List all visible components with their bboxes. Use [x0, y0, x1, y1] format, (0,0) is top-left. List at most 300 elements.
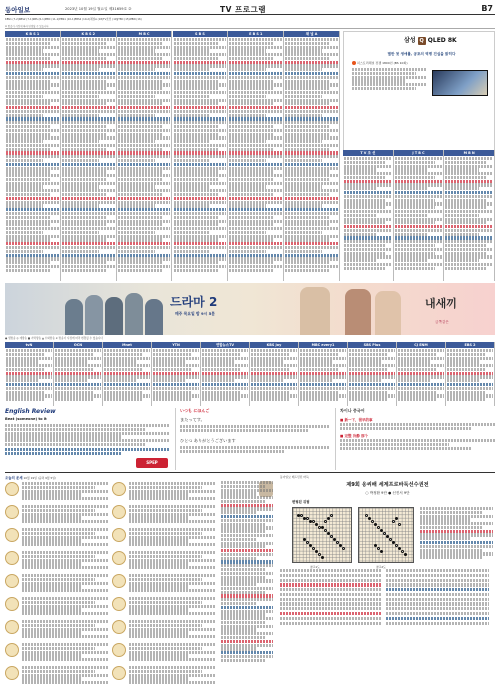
listing-line	[62, 238, 107, 241]
listing-line	[285, 238, 330, 241]
horoscope-row	[5, 504, 217, 527]
listing-line	[445, 202, 493, 205]
listing-line	[398, 379, 430, 382]
go-stone	[342, 547, 345, 550]
listing-line	[62, 144, 115, 147]
listing-line	[129, 654, 189, 657]
channel-column	[444, 150, 495, 281]
listing-line	[420, 552, 493, 555]
listing-line	[129, 589, 215, 592]
listing-line	[285, 64, 338, 67]
listing-line	[6, 227, 59, 230]
listing-line	[420, 533, 493, 536]
japanese-lesson	[175, 408, 330, 470]
listing-line	[174, 185, 211, 188]
listing-line	[118, 53, 171, 56]
listing-line	[285, 76, 338, 79]
listing-line	[221, 492, 257, 495]
banner-sub-1: 매주 목요일 밤 9시 5분	[175, 311, 215, 316]
listing-line	[386, 612, 488, 615]
listing-line	[285, 159, 322, 162]
listing-line	[285, 163, 338, 166]
listing-line	[174, 76, 227, 79]
listing-line	[221, 572, 273, 575]
listing-line	[62, 42, 107, 45]
listing-line	[118, 114, 155, 117]
listing-line	[280, 598, 382, 601]
listing-line	[129, 647, 202, 650]
listing-line	[344, 161, 385, 164]
listing-line	[22, 490, 108, 493]
listing-line	[174, 174, 227, 177]
go-stone	[324, 520, 327, 523]
listing-line	[285, 117, 338, 120]
listing-line	[6, 204, 43, 207]
listing-line	[285, 220, 338, 223]
listing-line	[6, 106, 59, 109]
listing-line	[129, 486, 202, 489]
listing-line	[6, 68, 43, 71]
listing-line	[104, 398, 143, 401]
listing-line	[285, 265, 338, 268]
channel-header: S B S	[173, 31, 228, 37]
listing-line	[174, 159, 211, 162]
listing-line	[420, 511, 482, 514]
listing-line	[221, 632, 273, 635]
listing-line	[118, 144, 171, 147]
listing-line	[118, 212, 171, 215]
listing-line	[229, 49, 266, 52]
listing-line	[349, 368, 388, 371]
cast-figure	[85, 295, 103, 335]
listing-line	[174, 235, 227, 238]
listing-line	[62, 189, 115, 192]
listing-line	[129, 643, 215, 646]
listing-line	[22, 543, 108, 546]
listing-line	[202, 387, 248, 390]
listing-line	[229, 265, 282, 268]
listing-line	[6, 61, 59, 64]
listing-line	[445, 252, 486, 255]
channel-logo-icon	[352, 61, 356, 65]
listing-line	[395, 252, 436, 255]
listing-line	[285, 167, 338, 170]
listing-line	[221, 625, 273, 628]
listing-line	[251, 349, 297, 352]
listing-line	[153, 368, 192, 371]
listing-line	[251, 360, 283, 363]
listing-line	[118, 129, 171, 132]
listing-line	[153, 391, 192, 394]
listing-line	[62, 38, 115, 41]
listing-line	[395, 233, 428, 236]
listing-line	[55, 357, 101, 360]
horoscope-section	[5, 481, 217, 686]
listing-line	[129, 670, 202, 673]
listing-line	[251, 391, 290, 394]
zodiac-icon	[5, 620, 19, 634]
listing-line	[344, 233, 377, 236]
listing-line	[344, 214, 377, 217]
listing-line	[285, 212, 338, 215]
listing-line	[6, 64, 59, 67]
listing-line	[6, 114, 43, 117]
listing-line	[344, 240, 392, 243]
listing-line	[229, 182, 282, 185]
listing-line	[229, 235, 282, 238]
listing-line	[229, 87, 274, 90]
listing-line	[386, 598, 488, 601]
listing-line	[6, 269, 51, 272]
channel-column	[103, 342, 152, 406]
listing-line	[229, 83, 282, 86]
listing-line	[285, 250, 322, 253]
listing-line	[62, 61, 115, 64]
listing-line	[6, 398, 45, 401]
program-banner	[5, 283, 495, 335]
channel-line: KBS1 (7-2)KBS2 (7-1)SBS (6-1)MBC (11-1)EBS1 (10-1)EBS2 (10-2)채널A (18)TV조선 (19)JTBC (15)MBN (16)	[5, 18, 142, 21]
listing-line	[22, 578, 95, 581]
listing-line	[300, 349, 346, 352]
listing-line	[62, 125, 107, 128]
listing-line	[229, 106, 282, 109]
listing-line	[62, 254, 115, 257]
listing-line	[285, 61, 338, 64]
listing-line	[6, 148, 51, 151]
listing-line	[420, 549, 482, 552]
listing-line	[174, 265, 227, 268]
channel-header: K B S 1	[5, 31, 60, 37]
chinese-title: 차이나 중국어	[340, 408, 365, 413]
listing-line	[129, 605, 215, 608]
listing-line	[62, 117, 115, 120]
listing-line	[221, 564, 273, 567]
listing-line	[6, 238, 51, 241]
listing-line	[6, 163, 59, 166]
listing-line	[445, 161, 486, 164]
listing-line	[174, 87, 219, 90]
listing-line	[62, 46, 115, 49]
baduk-commentary	[420, 507, 493, 560]
listing-line	[129, 490, 215, 493]
listing-line	[22, 482, 108, 485]
listing-line	[118, 193, 163, 196]
listing-line	[445, 259, 478, 262]
listing-line	[62, 106, 115, 109]
listing-line	[118, 170, 163, 173]
listing-line	[202, 372, 248, 375]
listing-line	[118, 159, 155, 162]
listing-line	[202, 364, 248, 367]
zodiac-icon	[112, 574, 126, 588]
listing-line	[285, 42, 330, 45]
listing-line	[344, 255, 392, 258]
listing-line	[229, 91, 282, 94]
channel-header: OCN	[54, 342, 102, 348]
listing-line	[285, 68, 322, 71]
channel-header: YTN	[152, 342, 200, 348]
listing-line	[386, 574, 488, 577]
listing-line	[349, 375, 395, 378]
listing-line	[221, 617, 273, 620]
japanese-line-1: またってす。	[180, 417, 205, 422]
listing-line	[174, 155, 227, 158]
listing-line	[202, 379, 234, 382]
listing-line	[229, 148, 274, 151]
listing-line	[229, 197, 282, 200]
listing-line	[6, 167, 59, 170]
go-board-1	[292, 507, 352, 563]
listing-line	[118, 178, 163, 181]
listing-line	[229, 95, 266, 98]
listing-line	[129, 658, 215, 661]
listing-line	[104, 375, 150, 378]
listing-line	[229, 144, 282, 147]
zodiac-icon	[5, 505, 19, 519]
listing-line	[395, 176, 436, 179]
listing-line	[221, 530, 265, 533]
listing-line	[221, 655, 273, 658]
listing-line	[221, 568, 265, 571]
listing-line	[22, 601, 95, 604]
listing-line	[344, 248, 392, 251]
listing-line	[62, 99, 115, 102]
listing-line	[386, 607, 488, 610]
listing-line	[6, 383, 52, 386]
listing-line	[344, 244, 385, 247]
listing-line	[447, 349, 493, 352]
listing-line	[22, 666, 108, 669]
zodiac-icon	[5, 574, 19, 588]
listing-line	[174, 178, 219, 181]
listing-line	[395, 221, 436, 224]
listing-line	[229, 254, 282, 257]
channel-header: Mnet	[103, 342, 151, 348]
listing-line	[285, 242, 338, 245]
listing-line	[395, 225, 443, 228]
board-caption-2: 참고2도	[376, 565, 386, 569]
listing-line	[174, 189, 227, 192]
channel-column	[348, 342, 397, 406]
listing-line	[62, 182, 115, 185]
listing-line	[300, 383, 346, 386]
board-caption-1: 참고1도	[310, 565, 320, 569]
listing-line	[129, 674, 215, 677]
ad-channel: 히스토리채널 전쟁 1800년 (BS 10회)	[352, 61, 408, 65]
listing-line	[445, 229, 493, 232]
listing-line	[62, 133, 107, 136]
listing-line	[6, 49, 43, 52]
listing-line	[229, 72, 282, 75]
channel-column	[343, 150, 394, 281]
listing-line	[349, 398, 388, 401]
listing-line	[445, 180, 493, 183]
listing-line	[229, 227, 282, 230]
listing-line	[174, 117, 227, 120]
listing-line	[229, 102, 274, 105]
channel-header: SBS Plus	[348, 342, 396, 348]
listing-line	[285, 49, 322, 52]
listing-line	[445, 191, 493, 194]
channel-header: 채 널 A	[284, 31, 339, 37]
listing-line	[22, 555, 95, 558]
listing-line	[62, 269, 107, 272]
channel-column	[5, 31, 61, 281]
horoscope-row	[5, 481, 217, 504]
listing-line	[349, 357, 395, 360]
listing-line	[129, 612, 215, 615]
listing-line	[6, 53, 59, 56]
listing-line	[6, 102, 51, 105]
listing-line	[55, 379, 87, 382]
tv-schedule-grid-2	[343, 150, 495, 281]
listing-line	[6, 360, 38, 363]
listing-line	[251, 357, 297, 360]
listing-line	[62, 212, 115, 215]
channel-column	[61, 31, 117, 281]
listing-line	[285, 155, 338, 158]
listing-line	[55, 360, 87, 363]
listing-line	[280, 607, 382, 610]
listing-line	[104, 360, 136, 363]
listing-line	[6, 99, 59, 102]
listing-line	[398, 368, 437, 371]
listing-line	[129, 555, 202, 558]
listing-line	[398, 353, 437, 356]
banner-title-2: 내새끼	[425, 297, 457, 310]
listing-line	[118, 185, 155, 188]
listing-line	[386, 617, 488, 620]
listing-line	[104, 364, 150, 367]
listing-line	[129, 631, 189, 634]
listing-line	[174, 170, 219, 173]
listing-line	[129, 628, 215, 631]
listing-line	[174, 223, 219, 226]
listing-line	[22, 608, 82, 611]
listing-line	[445, 176, 486, 179]
channel-header: MBC every1	[299, 342, 347, 348]
listing-line	[447, 379, 479, 382]
listing-line	[129, 585, 189, 588]
listing-line	[22, 505, 108, 508]
footer-right: 동아일보 배드민턴 바둑	[280, 474, 309, 479]
q-logo-icon: Q	[419, 38, 424, 44]
listing-line	[285, 99, 338, 102]
listing-line	[6, 261, 51, 264]
listing-line	[221, 644, 273, 647]
listing-line	[344, 259, 377, 262]
listing-line	[221, 496, 273, 499]
listing-line	[6, 83, 59, 86]
listing-line	[447, 364, 493, 367]
listing-line	[447, 375, 493, 378]
listing-line	[129, 574, 215, 577]
horoscope-row	[5, 619, 217, 642]
listing-line	[395, 195, 443, 198]
legend: ● 생방송 ◎ 재방송 ■ 자막방송 ▲ 수화방송 ※ 방송사 사정에 따라 변경될 수 있습니다	[5, 337, 103, 340]
listing-line	[118, 125, 163, 128]
listing-line	[129, 562, 189, 565]
listing-line	[62, 163, 115, 166]
listing-line	[174, 216, 219, 219]
listing-line	[285, 140, 322, 143]
listing-line	[300, 360, 332, 363]
listing-line	[445, 218, 493, 221]
listing-line	[62, 136, 115, 139]
listing-line	[129, 539, 189, 542]
listing-line	[285, 178, 330, 181]
listing-line	[221, 481, 273, 484]
listing-line	[285, 193, 330, 196]
listing-line	[55, 364, 101, 367]
listing-line	[229, 57, 274, 60]
tv-schedule-grid	[5, 31, 340, 281]
ad-headline: 멸반 첫 생애를, 공포의 역병 진실을 밝히다	[387, 52, 456, 56]
listing-line	[22, 628, 108, 631]
listing-line	[285, 201, 338, 204]
channel-header: CJ ENM	[397, 342, 445, 348]
listing-line	[398, 360, 430, 363]
listing-line	[202, 391, 241, 394]
listing-line	[62, 265, 115, 268]
listing-line	[22, 513, 108, 516]
listing-line	[221, 485, 265, 488]
listing-line	[118, 76, 171, 79]
page-number: B7	[481, 4, 493, 13]
listing-line	[22, 670, 95, 673]
listing-line	[285, 227, 338, 230]
listing-line	[104, 357, 150, 360]
listing-line	[6, 155, 59, 158]
listing-line	[118, 64, 171, 67]
listing-line	[344, 195, 392, 198]
listing-line	[229, 261, 274, 264]
listing-line	[285, 269, 330, 272]
listing-line	[251, 353, 290, 356]
listing-line	[229, 250, 266, 253]
listing-line	[285, 83, 338, 86]
listing-line	[395, 255, 443, 258]
listing-line	[300, 375, 346, 378]
listing-line	[344, 218, 392, 221]
listing-line	[280, 612, 382, 615]
listing-line	[221, 640, 273, 643]
listing-line	[174, 72, 227, 75]
listing-line	[229, 99, 282, 102]
listing-line	[153, 379, 185, 382]
listing-line	[55, 383, 101, 386]
listing-line	[62, 167, 115, 170]
listing-line	[445, 248, 493, 251]
listing-line	[118, 231, 155, 234]
listing-line	[174, 49, 211, 52]
english-title: English Review	[5, 408, 56, 415]
listing-line	[22, 486, 95, 489]
listing-line	[395, 183, 443, 186]
listing-line	[22, 635, 108, 638]
listing-line	[22, 643, 108, 646]
listing-line	[221, 557, 257, 560]
listing-line	[174, 68, 211, 71]
listing-line	[55, 387, 101, 390]
listing-line	[104, 394, 150, 397]
listing-line	[118, 227, 171, 230]
listing-line	[285, 121, 338, 124]
listing-line	[118, 121, 171, 124]
listing-line	[395, 168, 428, 171]
listing-line	[300, 364, 346, 367]
listing-line	[104, 379, 136, 382]
